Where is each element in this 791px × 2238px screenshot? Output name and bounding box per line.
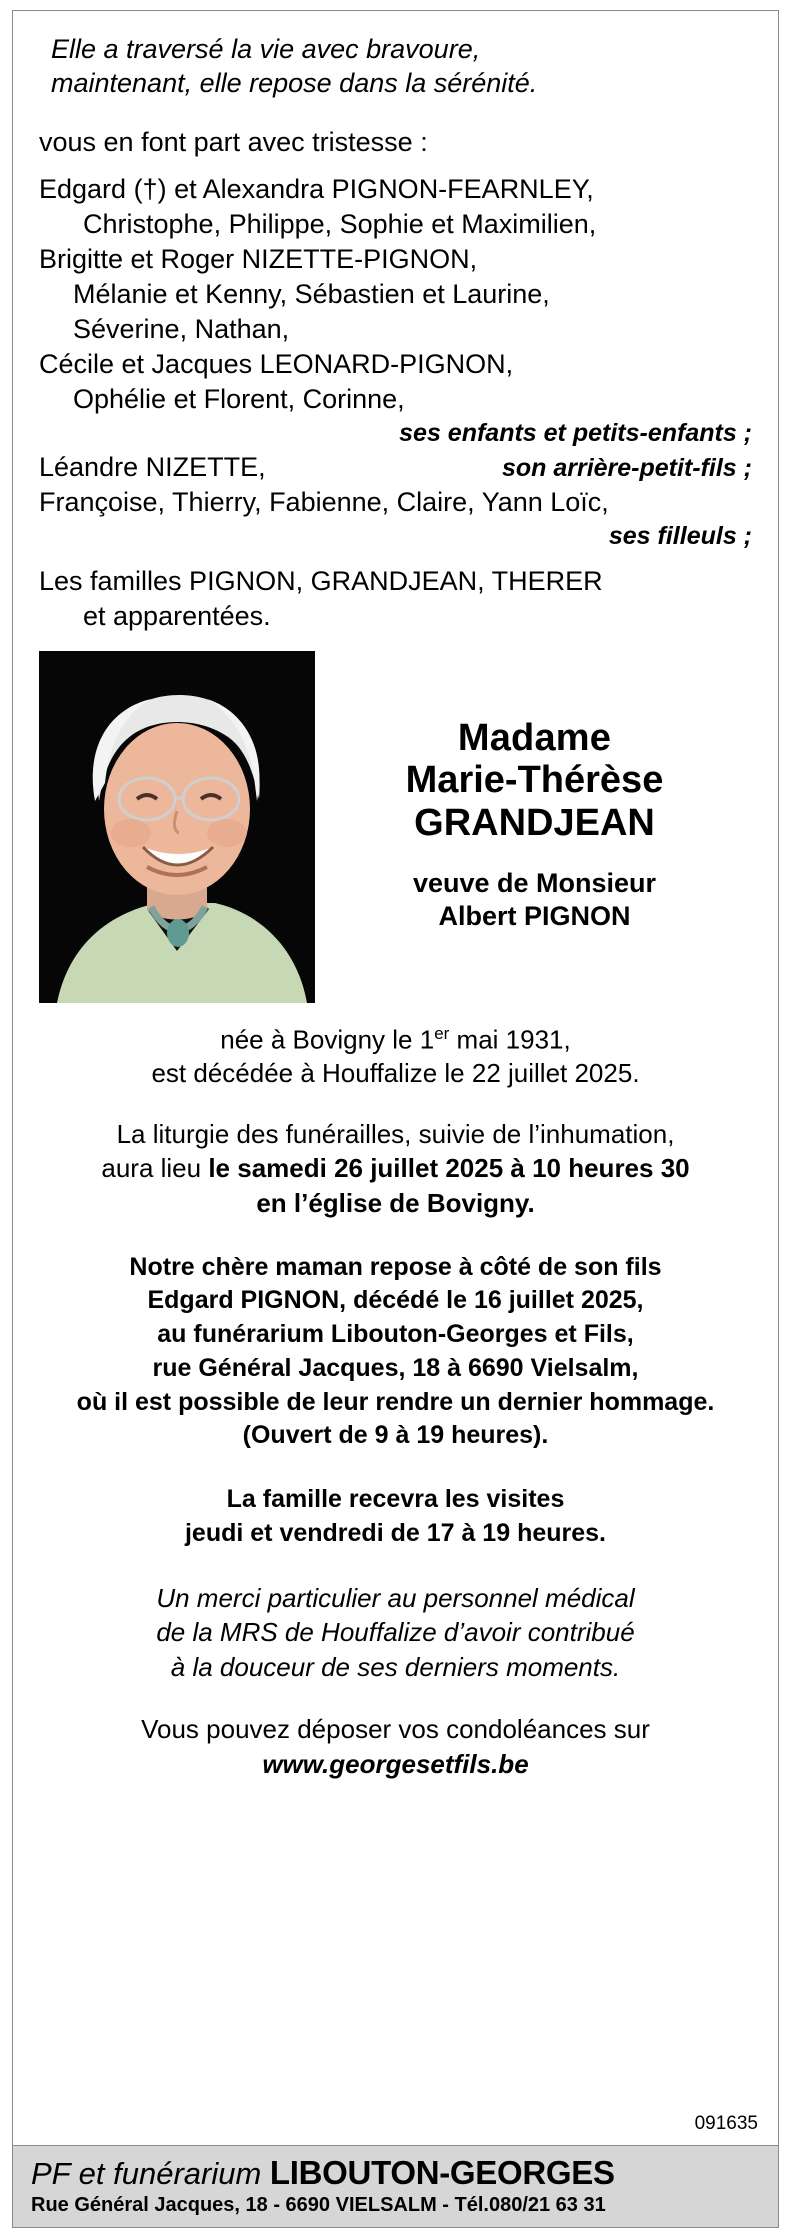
visits-line: jeudi et vendredi de 17 à 19 heures. [184, 1518, 606, 1547]
obituary-content [13, 11, 778, 1781]
deceased-first-name: Marie-Thérèse [405, 759, 664, 802]
family-line: Christophe, Philippe, Sophie et Maximilien, [83, 208, 597, 239]
great-grandson-name: Léandre NIZETTE, [39, 451, 266, 482]
portrait-photo [39, 651, 315, 1003]
footer-company-prefix: PF et funérarium [31, 2156, 270, 2191]
visits-info [39, 1483, 752, 1551]
repose-line: au funérarium Libouton-Georges et Fils, [157, 1320, 634, 1349]
obituary-card [12, 10, 779, 2228]
condolences-block [39, 1712, 752, 1781]
deceased-title: Madame [457, 716, 612, 759]
liturgy-prefix: aura lieu [101, 1153, 209, 1184]
liturgy-line-2 [39, 1151, 752, 1186]
birth-text-a: née à Bovigny le 1 [220, 1024, 435, 1055]
birth-death-info [39, 1023, 752, 1091]
role-godchildren: ses filleuls ; [608, 521, 752, 550]
liturgy-info [39, 1117, 752, 1221]
funeral-home-footer [13, 2145, 778, 2227]
liturgy-line-1: La liturgie des funérailles, suivie de l’inhumation, [116, 1118, 675, 1149]
liturgy-place: en l’église de Bovigny. [256, 1187, 535, 1218]
role-children: ses enfants et petits-enfants ; [399, 419, 752, 448]
announcement-intro: vous en font part avec tristesse : [39, 126, 428, 157]
birth-text-b: mai 1931, [449, 1024, 571, 1055]
visits-line: La famille recevra les visites [226, 1485, 565, 1514]
thanks-line: Un merci particulier au personnel médical [156, 1582, 635, 1613]
repose-info [39, 1251, 752, 1454]
godchildren-names: Françoise, Thierry, Fabienne, Claire, Yann Loïc, [39, 486, 609, 517]
widow-of-line [321, 867, 748, 932]
repose-line: Notre chère maman repose à côté de son fils [129, 1252, 662, 1281]
thanks-message [39, 1581, 752, 1685]
liturgy-datetime: le samedi 26 juillet 2025 à 10 heures 30 [208, 1153, 690, 1184]
birth-line [39, 1023, 752, 1057]
great-grandson-row [39, 450, 752, 485]
family-line: Séverine, Nathan, [73, 313, 290, 344]
repose-line: où il est possible de leur rendre un dernier hommage. [76, 1387, 715, 1416]
footer-address: Rue Général Jacques, 18 - 6690 VIELSALM - Tél.080/21 63 31 [31, 2194, 606, 2216]
portrait-and-name [39, 651, 752, 1003]
condolences-website[interactable]: www.georgesetfils.be [262, 1748, 529, 1779]
reference-number: 091635 [694, 2113, 758, 2134]
deceased-last-name: GRANDJEAN [414, 802, 655, 845]
widow-line-2: Albert PIGNON [438, 900, 631, 931]
condolences-text: Vous pouvez déposer vos condoléances sur [141, 1714, 650, 1745]
repose-line: rue Général Jacques, 18 à 6690 Vielsalm, [152, 1353, 639, 1382]
family-line: Edgard (†) et Alexandra PIGNON-FEARNLEY, [39, 173, 594, 204]
thanks-line: à la douceur de ses derniers moments. [170, 1651, 621, 1682]
quote-line-1: Elle a traversé la vie avec bravoure, [51, 34, 481, 64]
family-line: Cécile et Jacques LEONARD-PIGNON, [39, 348, 514, 379]
repose-line: Edgard PIGNON, décédé le 16 juillet 2025, [147, 1286, 644, 1315]
opening-quote [39, 33, 752, 101]
thanks-line: de la MRS de Houffalize d’avoir contribué [156, 1617, 635, 1648]
family-line: Ophélie et Florent, Corinne, [73, 384, 405, 415]
families-line-2: et apparentées. [83, 601, 271, 632]
quote-line-2: maintenant, elle repose dans la sérénité. [51, 67, 538, 98]
families-line-1: Les familles PIGNON, GRANDJEAN, THERER [39, 566, 603, 597]
family-line: Mélanie et Kenny, Sébastien et Laurine, [73, 278, 550, 309]
role-great-grandson: son arrière-petit-fils ; [501, 453, 752, 482]
birth-ordinal: er [434, 1023, 450, 1043]
footer-company-line [31, 2154, 760, 2192]
family-list [39, 172, 752, 635]
family-line: Brigitte et Roger NIZETTE-PIGNON, [39, 243, 478, 274]
liturgy-line-3 [39, 1186, 752, 1221]
death-line: est décédée à Houffalize le 22 juillet 2025. [151, 1057, 640, 1088]
widow-line-1: veuve de Monsieur [412, 868, 657, 899]
deceased-name-block [315, 651, 752, 933]
repose-line: (Ouvert de 9 à 19 heures). [242, 1421, 549, 1450]
footer-company-name: LIBOUTON-GEORGES [269, 2154, 615, 2191]
